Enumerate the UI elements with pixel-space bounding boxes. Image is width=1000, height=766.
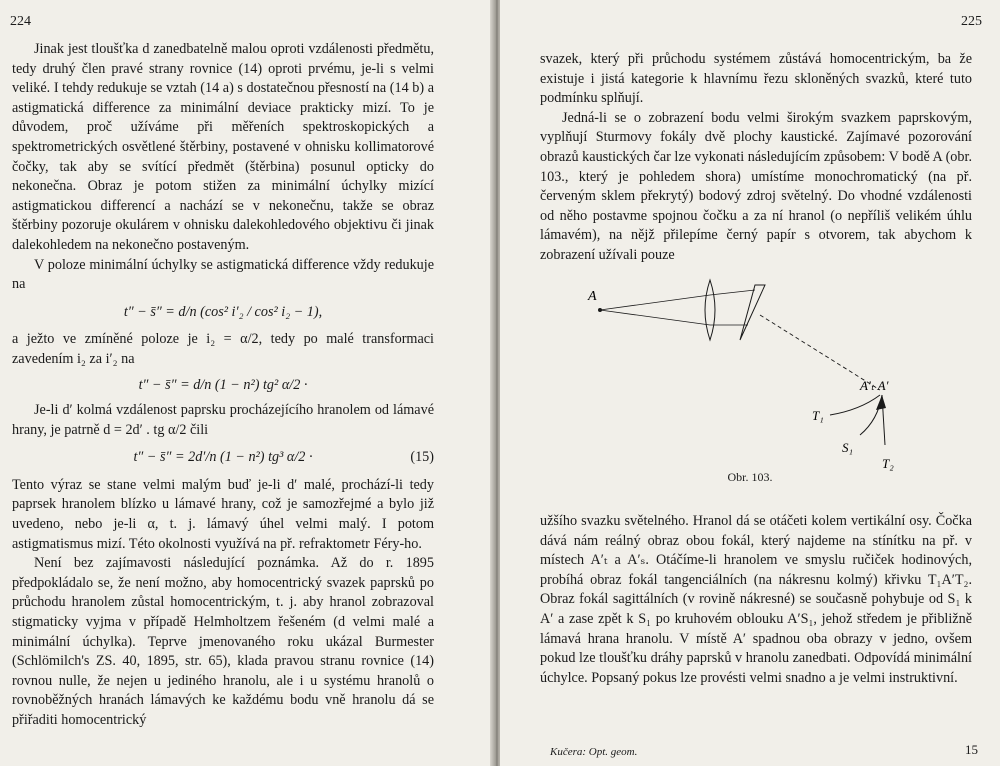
lens <box>705 280 715 340</box>
formula: t″ − s̄″ = d/n (1 − n²) tg² α/2 · <box>138 376 308 393</box>
equation-number: (15) <box>410 449 434 466</box>
paragraph: užšího svazku světelného. Hranol dá se otáčeti kolem vertikální osy. Čočka dává nám reálný obraz obou fokál, který najdeme na stínítku na př. v místech A′ₜ a A′ₛ. Otáčíme-li hranolem ve smyslu ručiček hodinových, probíhá obraz fokál tangenciálních (na nákresnu kolmý) křivku T₁A′T₂. Obraz fokál sagittálních (v rovině nákresné) se současně pohybuje od S₁ k A′ a zase zpět k S₁ po kruhovém oblouku A′S₁, jehož středem je přibližně lámavá hrana hranolu. V místě A′ spadnou oba obrazy v jedno, ovšem pokud lze tloušťku dráhy paprsků v hranolu zanedbati. Odpovídá minimální úchylce. Popsaný pokus lze provésti velmi snadno a je velmi instruktivní. <box>540 513 972 686</box>
paragraph: V poloze minimální úchylky se astigmatická difference vždy redukuje na <box>12 256 434 293</box>
paragraph: Není bez zajímavosti následující poznámka. Až do r. 1895 předpokládalo se, že není možno, aby homocentrický svazek paprsků po průchodu hranolem zůstal homocentrickým, t. j. aby hranol zobrazoval stigmaticky vyjma v případě Helmholtzem řešeném (d velmi malé a minimální úchylka). Teprve jmenovaného roku ukázal Burmester (Schlömilch's ZS. 40, 1895, str. 65), klada pravou stranu rovnice (14) rovnou nulle, že nejen u jediného hranolu, ale i u systému hranolů o rovnoběžných hranách lámavých ke každému bodu vně hranolu dá se přiřaditi homocentrický <box>12 555 434 728</box>
formula: t″ − s̄″ = d/n (cos² i′₂ / cos² i₂ − 1), <box>123 303 323 320</box>
ray <box>600 295 710 310</box>
figure-103 <box>560 270 920 485</box>
left-text-block <box>12 40 434 731</box>
page-number: 225 <box>961 14 982 29</box>
paragraph: Je-li d′ kolmá vzdálenost paprsku procházejícího hranolem od lámavé hrany, je patrně d = 2d′ . tg α/2 čili <box>12 402 434 438</box>
page-number: 224 <box>10 14 31 29</box>
left-page <box>0 0 494 766</box>
prism <box>740 285 765 340</box>
right-text-bottom <box>540 512 972 688</box>
equation-row <box>12 448 434 468</box>
ray <box>600 310 710 325</box>
paragraph: svazek, který při průchodu systémem zůstává homocentrickým, ba že existuje i jistá kategorie k hlavnímu řezu skloněných svazků, které tuto podmínku splňují. <box>540 51 972 107</box>
signature-number: 15 <box>965 742 978 757</box>
optics-diagram <box>560 270 920 485</box>
right-page <box>500 0 1000 766</box>
label-A: A <box>588 289 597 304</box>
label-S1: S₁ <box>842 440 854 455</box>
label-A-prime: A′ₜ A′ <box>860 378 889 393</box>
ray <box>710 290 755 295</box>
label-T2: T₂ <box>882 456 894 471</box>
footer-signature: Kučera: Opt. geom. <box>550 746 638 758</box>
paragraph: Jedná-li se o zobrazení bodu velmi širokým svazkem paprskovým, vyplňují Sturmovy fokály dvě plochy kaustické. Zajímavé pozorování obrazů kaustických čar lze vykonati následujícím způsobem: V bodě A (obr. 103., který je pohledem shora) umístíme monochromatický (na př. červeným sklem překrytý) bodový zdroj světelný. Do vhodné vzdálenosti od něho postavme spojnou čočku a za ní hranol (o nepříliš velikém úhlu lámavém), na nějž přilepíme černý papír s otvorem, tak abychom k zobrazení užívali pouze <box>540 109 972 263</box>
paragraph: Jinak jest tloušťka d zanedbatelně malou oproti vzdálenosti předmětu, tedy druhý člen pravé strany rovnice (14) oproti prvému, je-li s velmi veliké. I tehdy redukuje se vztah (14 a) s dostatečnou přesností na (14 b) a astigmatická difference za minimální deviace prakticky mizí. To je důvodem, proč užíváme při měřeních spektroskopických a spektrometrických osvětlené štěrbiny, postavené v ohnisku kollimatorové čočky, tak aby se svítící předmět (štěrbina) posunul opticky do nekonečna. Obraz je potom stižen za minimální úchylky mizící astigmatickou differencí a nachází se v nekonečnu, takže se obraz štěrbiny pozoruje okulárem v ohnisku dalekohledového objektivu či jinak dalekohledem na nekonečno postaveným. <box>12 41 434 253</box>
paragraph: Tento výraz se stane velmi malým buď je-li d′ malé, prochází-li tedy paprsek hranolem blízko u lámavé hrany, což je samozřejmé a bylo již uvedeno, nebo je-li α, t. j. lámavý úhel velmi malý. I potom astigmatismus mizí. Této okolnosti využívá na př. refraktometr Féry-ho. <box>12 476 434 552</box>
right-text-top <box>540 50 972 266</box>
paragraph: a ježto ve zmíněné poloze je i₂ = α/2, tedy po malé transformaci zavedením i₂ za i′₂ na <box>12 331 434 367</box>
figure-caption: Obr. 103. <box>727 470 773 484</box>
formula: t″ − s̄″ = 2d′/n (1 − n²) tg³ α/2 · <box>133 449 313 466</box>
label-T1: T₁ <box>812 408 824 423</box>
curve-T1 <box>830 395 880 415</box>
